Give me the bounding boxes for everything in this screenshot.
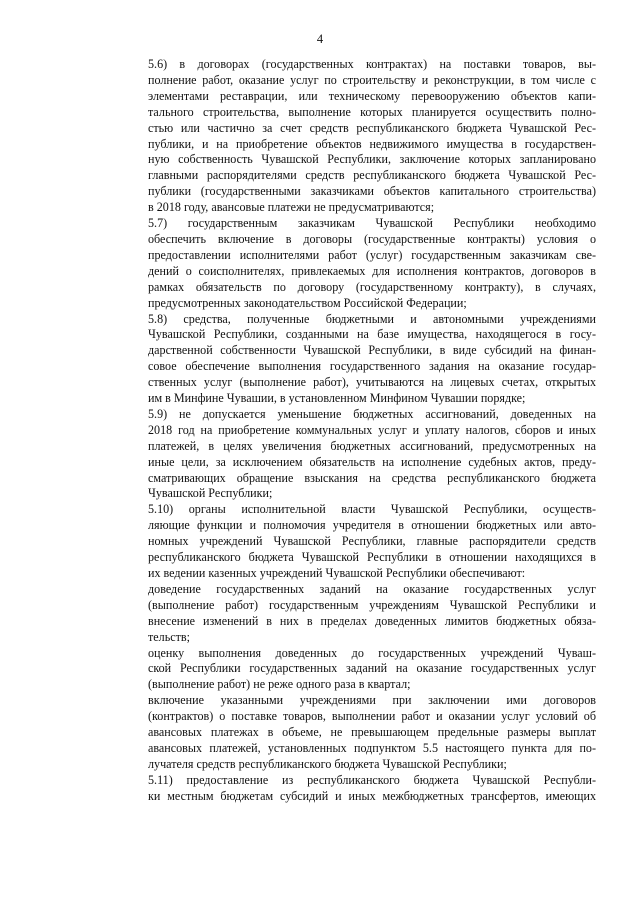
text-line: (контрактов) о поставке товаров, выполнении работ и оказании услуг условий об bbox=[148, 709, 596, 724]
paragraph-5-8 bbox=[112, 312, 596, 407]
text-line: дарственной собственности Чувашской Республики, в виде субсидий на финан- bbox=[148, 343, 596, 358]
text-line: лучателя средств республиканского бюджета Чувашской Республики; bbox=[148, 756, 507, 771]
text-line: платежей, в целях увеличения бюджетных ассигнований, предусмотренных на bbox=[148, 438, 596, 453]
text-line: 5.10) органы исполнительной власти Чувашской Республики, осуществ- bbox=[148, 502, 596, 517]
text-line: публики (государственными заказчиками объектов капитального строительства) bbox=[148, 184, 596, 199]
paragraph-5-10 bbox=[112, 502, 596, 582]
paragraph-5-10-a bbox=[112, 582, 596, 646]
text-line: обеспечить включение в договоры (государственные контракты) условия о bbox=[148, 231, 596, 246]
text-line: 5.6) в договорах (государственных контрактах) на поставки товаров, вы- bbox=[148, 57, 596, 71]
text-line: ской Республики государственных заданий на оказание государственных услуг bbox=[148, 661, 596, 676]
text-line: доведение государственных заданий на оказание государственных услуг bbox=[148, 581, 596, 596]
page-number: 4 bbox=[316, 32, 324, 46]
text-line: их ведении казенных учреждений Чувашской Республики обеспечивают: bbox=[148, 566, 526, 580]
text-line: предусмотренных законодательством Российской Федерации; bbox=[148, 295, 467, 310]
text-line: элементами реставрации, или техническому перевооружению объектов капи- bbox=[148, 88, 596, 103]
paragraph-5-6 bbox=[112, 57, 596, 216]
text-line: рамках обязательств по договору (государственному контракту), в случаях, bbox=[148, 279, 596, 294]
text-line: предоставлении исполнителями работ (услуг) государственным заказчикам све- bbox=[148, 247, 596, 262]
text-line: главными распорядителями средств республиканского бюджета Чувашской Рес- bbox=[148, 168, 596, 183]
text-line: 2018 год на приобретение коммунальных услуг и уплату налогов, сборов и иных bbox=[148, 422, 596, 437]
text-line: в 2018 году, авансовые платежи не предусматриваются; bbox=[148, 200, 435, 215]
text-line: дений о соисполнителях, привлекаемых для исполнения контрактов, договоров в bbox=[148, 263, 596, 278]
text-line: оценку выполнения доведенных до государственных учреждений Чуваш- bbox=[148, 645, 596, 660]
text-line: включение указанными учреждениями при заключении ими договоров bbox=[148, 693, 596, 708]
text-line: полнение работ, оказание услуг по строительству и реконструкции, в том числе с bbox=[148, 72, 596, 87]
text-line: республиканского бюджета Чувашской Республики в отношении находящихся в bbox=[148, 550, 596, 565]
paragraph-5-11 bbox=[112, 773, 596, 805]
text-line: ки местным бюджетам субсидий и иных межбюджетных трансфертов, имеющих bbox=[148, 788, 596, 803]
text-line: 5.11) предоставление из республиканского бюджета Чувашской Республи- bbox=[148, 772, 596, 787]
text-line: (выполнение работ) не реже одного раза в квартал; bbox=[148, 677, 411, 692]
paragraph-5-7 bbox=[112, 216, 596, 311]
text-line: тельств; bbox=[148, 629, 190, 644]
text-line: Чувашской Республики; bbox=[148, 486, 273, 501]
paragraph-5-10-b bbox=[112, 646, 596, 694]
paragraph-5-10-c bbox=[112, 693, 596, 773]
text-line: 5.7) государственным заказчикам Чувашской Республики необходимо bbox=[148, 216, 596, 231]
text-line: авансовых платежах в объеме, не превышающем предельные размеры выплат bbox=[148, 725, 596, 740]
text-line: Чувашской Республики, созданными на базе имущества, находящегося в госу- bbox=[148, 327, 596, 342]
text-line: номных учреждений Чувашской Республики, главные распорядители средств bbox=[148, 534, 596, 549]
text-line: им в Минфине Чувашии, в установленном Минфином Чувашии порядке; bbox=[148, 391, 526, 406]
text-line: ственных услуг (выполнение работ), учитываются на лицевых счетах, открытых bbox=[148, 375, 596, 390]
document-body bbox=[112, 57, 596, 805]
text-line: 5.9) не допускается уменьшение бюджетных ассигнований, доведенных на bbox=[148, 406, 596, 421]
text-line: авансовых платежей, установленных подпунктом 5.5 настоящего пункта для по- bbox=[148, 740, 596, 755]
text-line: сматривающих обращение взыскания на средства республиканского бюджета bbox=[148, 470, 596, 485]
text-line: тального строительства, выполнение которых планируется осуществить полно- bbox=[148, 104, 596, 119]
text-line: внесение изменений в них в пределах доведенных лимитов бюджетных обяза- bbox=[148, 613, 596, 628]
text-line: стью или частично за счет средств республиканского бюджета Чувашской Рес- bbox=[148, 120, 596, 135]
text-line: совое обеспечение выполнения государственного задания на оказание государ- bbox=[148, 359, 596, 374]
text-line: ную собственность Чувашской Республики, заключение которых запланировано bbox=[148, 152, 596, 167]
text-line: (выполнение работ) государственным учреждениям Чувашской Республики и bbox=[148, 597, 596, 612]
text-line: публики, и на приобретение объектов недвижимого имущества в государствен- bbox=[148, 136, 596, 151]
text-line: 5.8) средства, полученные бюджетными и автономными учреждениями bbox=[148, 311, 596, 326]
text-line: иные цели, за исключением обязательств на исполнение судебных актов, преду- bbox=[148, 454, 596, 469]
text-line: ляющие функции и полномочия учредителя в отношении бюджетных или авто- bbox=[148, 518, 596, 533]
paragraph-5-9 bbox=[112, 407, 596, 502]
